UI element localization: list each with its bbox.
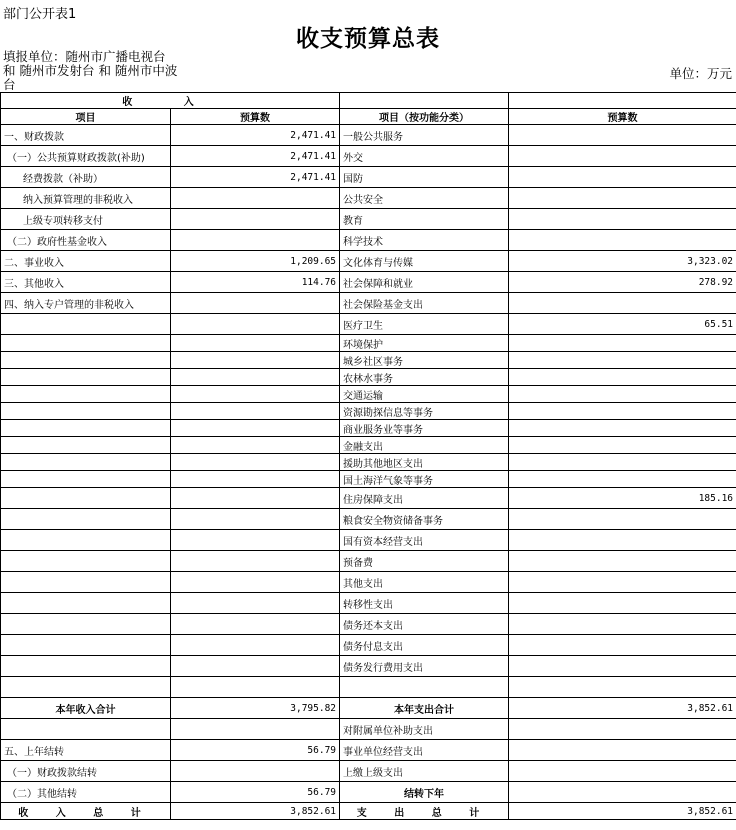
expense-budget-cell [509,437,736,454]
expense-budget-cell: 278.92 [509,272,736,293]
expense-budget-cell [509,719,736,740]
expense-budget-cell: 65.51 [509,314,736,335]
table-row [1,471,736,488]
income-item-cell [1,352,171,369]
income-budget-cell: 56.79 [171,782,340,803]
income-item-cell [1,509,171,530]
income-item-cell: 收 入 总 计 [1,803,171,820]
table-row [1,677,736,698]
table-row [1,167,736,188]
income-item-cell: 纳入预算管理的非税收入 [1,188,171,209]
expense-budget-cell [509,420,736,437]
empty-header-cell [340,93,509,109]
income-budget-header: 预算数 [171,109,340,125]
income-item-cell: 本年收入合计 [1,698,171,719]
income-item-cell [1,314,171,335]
expense-budget-cell [509,509,736,530]
income-budget-cell [171,719,340,740]
expense-item-cell: 公共安全 [340,188,509,209]
expense-budget-cell: 3,852.61 [509,698,736,719]
expense-budget-cell [509,551,736,572]
income-budget-cell [171,488,340,509]
income-item-cell [1,635,171,656]
expense-item-cell: 外交 [340,146,509,167]
income-budget-cell [171,386,340,403]
income-budget-cell [171,454,340,471]
table-row [1,293,736,314]
income-budget-cell [171,335,340,352]
income-budget-cell: 1,209.65 [171,251,340,272]
table-row [1,614,736,635]
income-budget-cell [171,403,340,420]
income-item-cell [1,719,171,740]
expense-budget-cell [509,386,736,403]
income-budget-cell [171,593,340,614]
income-item-cell [1,530,171,551]
income-item-cell: （一）财政拨款结转 [1,761,171,782]
table-row [1,314,736,335]
income-item-cell: 经费拨款（补助） [1,167,171,188]
expense-item-cell: 本年支出合计 [340,698,509,719]
income-budget-cell: 3,795.82 [171,698,340,719]
income-budget-cell [171,188,340,209]
expense-budget-cell: 3,852.61 [509,803,736,820]
table-header-row-2 [1,109,736,125]
table-row [1,230,736,251]
table-row [1,386,736,403]
income-budget-cell [171,614,340,635]
table-row [1,698,736,719]
expense-budget-cell: 3,323.02 [509,251,736,272]
expense-budget-cell [509,471,736,488]
income-item-cell: 四、纳入专户管理的非税收入 [1,293,171,314]
expense-budget-cell [509,740,736,761]
table-row [1,369,736,386]
table-row [1,403,736,420]
income-item-cell [1,403,171,420]
expense-budget-cell [509,369,736,386]
income-item-cell [1,437,171,454]
table-row [1,656,736,677]
expense-budget-cell [509,293,736,314]
expense-item-cell: 债务付息支出 [340,635,509,656]
expense-budget-cell [509,167,736,188]
income-budget-cell [171,293,340,314]
table-row [1,335,736,352]
income-item-cell: （二）其他结转 [1,782,171,803]
expense-budget-cell [509,352,736,369]
income-budget-cell [171,471,340,488]
expense-item-cell: 其他支出 [340,572,509,593]
expense-item-header: 项目（按功能分类） [340,109,509,125]
empty-header-cell [509,93,736,109]
table-row [1,509,736,530]
expense-item-cell: 住房保障支出 [340,488,509,509]
expense-item-cell: 转移性支出 [340,593,509,614]
income-budget-cell [171,761,340,782]
income-item-cell [1,335,171,352]
income-item-header: 项目 [1,109,171,125]
table-row [1,488,736,509]
expense-item-cell: 教育 [340,209,509,230]
expense-item-cell: 债务发行费用支出 [340,656,509,677]
document-label: 部门公开表1 [3,7,77,22]
income-budget-cell [171,230,340,251]
table-row [1,125,736,146]
table-row [1,272,736,293]
expense-budget-cell [509,454,736,471]
income-budget-cell [171,635,340,656]
expense-item-cell: 国防 [340,167,509,188]
expense-item-cell: 交通运输 [340,386,509,403]
income-item-cell [1,614,171,635]
expense-item-cell: 对附属单位补助支出 [340,719,509,740]
table-row [1,437,736,454]
income-budget-cell [171,437,340,454]
income-item-cell [1,454,171,471]
expense-budget-cell [509,572,736,593]
expense-item-cell: 资源勘探信息等事务 [340,403,509,420]
table-row [1,146,736,167]
expense-item-cell: 粮食安全物资储备事务 [340,509,509,530]
expense-item-cell: 支 出 总 计 [340,803,509,820]
income-item-cell: 二、事业收入 [1,251,171,272]
table-row [1,530,736,551]
expense-budget-cell [509,125,736,146]
income-budget-cell [171,572,340,593]
income-item-cell [1,369,171,386]
expense-item-cell: 结转下年 [340,782,509,803]
expense-item-cell: 社会保险基金支出 [340,293,509,314]
income-budget-cell: 114.76 [171,272,340,293]
table-row [1,782,736,803]
expense-budget-cell: 185.16 [509,488,736,509]
expense-budget-cell [509,230,736,251]
income-item-cell: 一、财政拨款 [1,125,171,146]
expense-budget-cell [509,677,736,698]
income-budget-cell [171,551,340,572]
income-budget-cell: 56.79 [171,740,340,761]
expense-item-cell: 社会保障和就业 [340,272,509,293]
table-row [1,593,736,614]
expense-item-cell [340,677,509,698]
table-row [1,551,736,572]
table-row [1,761,736,782]
income-item-cell [1,593,171,614]
income-item-cell [1,572,171,593]
income-budget-cell: 2,471.41 [171,146,340,167]
expense-budget-cell [509,530,736,551]
table-row [1,572,736,593]
income-budget-cell [171,209,340,230]
expense-budget-cell [509,635,736,656]
income-item-cell: 五、上年结转 [1,740,171,761]
income-item-cell [1,488,171,509]
income-budget-cell [171,420,340,437]
expense-budget-cell [509,146,736,167]
expense-item-cell: 科学技术 [340,230,509,251]
income-budget-cell: 2,471.41 [171,167,340,188]
income-budget-cell [171,369,340,386]
income-item-cell [1,420,171,437]
expense-budget-cell [509,656,736,677]
table-row [1,209,736,230]
income-item-cell: 上级专项转移支付 [1,209,171,230]
expense-budget-header: 预算数 [509,109,736,125]
income-budget-cell [171,530,340,551]
income-budget-cell [171,656,340,677]
expense-budget-cell [509,403,736,420]
expense-item-cell: 债务还本支出 [340,614,509,635]
table-row [1,740,736,761]
filling-unit: 填报单位：随州市广播电视台 和 随州市发射台 和 随州市中波台 [3,50,178,92]
income-item-cell [1,551,171,572]
expense-item-cell: 国土海洋气象等事务 [340,471,509,488]
table-row [1,719,736,740]
table-row [1,352,736,369]
expense-budget-cell [509,782,736,803]
page-title: 收支预算总表 [296,25,440,52]
expense-item-cell: 预备费 [340,551,509,572]
expense-item-cell: 医疗卫生 [340,314,509,335]
expense-item-cell: 国有资本经营支出 [340,530,509,551]
expense-item-cell: 金融支出 [340,437,509,454]
income-item-cell [1,386,171,403]
expense-item-cell: 城乡社区事务 [340,352,509,369]
table-row [1,251,736,272]
expense-budget-cell [509,614,736,635]
expense-item-cell: 文化体育与传媒 [340,251,509,272]
income-budget-cell [171,509,340,530]
table-row [1,188,736,209]
income-item-cell [1,471,171,488]
income-budget-cell: 3,852.61 [171,803,340,820]
unit-label: 单位：万元 [669,66,732,81]
expense-item-cell: 一般公共服务 [340,125,509,146]
expense-budget-cell [509,188,736,209]
income-budget-cell [171,314,340,335]
expense-item-cell: 环境保护 [340,335,509,352]
expense-budget-cell [509,593,736,614]
expense-item-cell: 商业服务业等事务 [340,420,509,437]
income-budget-cell [171,352,340,369]
income-item-cell: （二）政府性基金收入 [1,230,171,251]
expense-budget-cell [509,761,736,782]
expense-item-cell: 援助其他地区支出 [340,454,509,471]
income-budget-cell [171,677,340,698]
expense-item-cell: 农林水事务 [340,369,509,386]
income-header: 收 入 [1,93,340,109]
income-item-cell: （一）公共预算财政拨款(补助) [1,146,171,167]
budget-table [0,92,736,820]
table-row [1,803,736,820]
income-item-cell: 三、其他收入 [1,272,171,293]
expense-item-cell: 上缴上级支出 [340,761,509,782]
income-item-cell [1,656,171,677]
income-budget-cell: 2,471.41 [171,125,340,146]
expense-budget-cell [509,335,736,352]
table-row [1,420,736,437]
table-header-row-1 [1,93,736,109]
table-row [1,454,736,471]
table-row [1,635,736,656]
expense-budget-cell [509,209,736,230]
expense-item-cell: 事业单位经营支出 [340,740,509,761]
income-item-cell [1,677,171,698]
